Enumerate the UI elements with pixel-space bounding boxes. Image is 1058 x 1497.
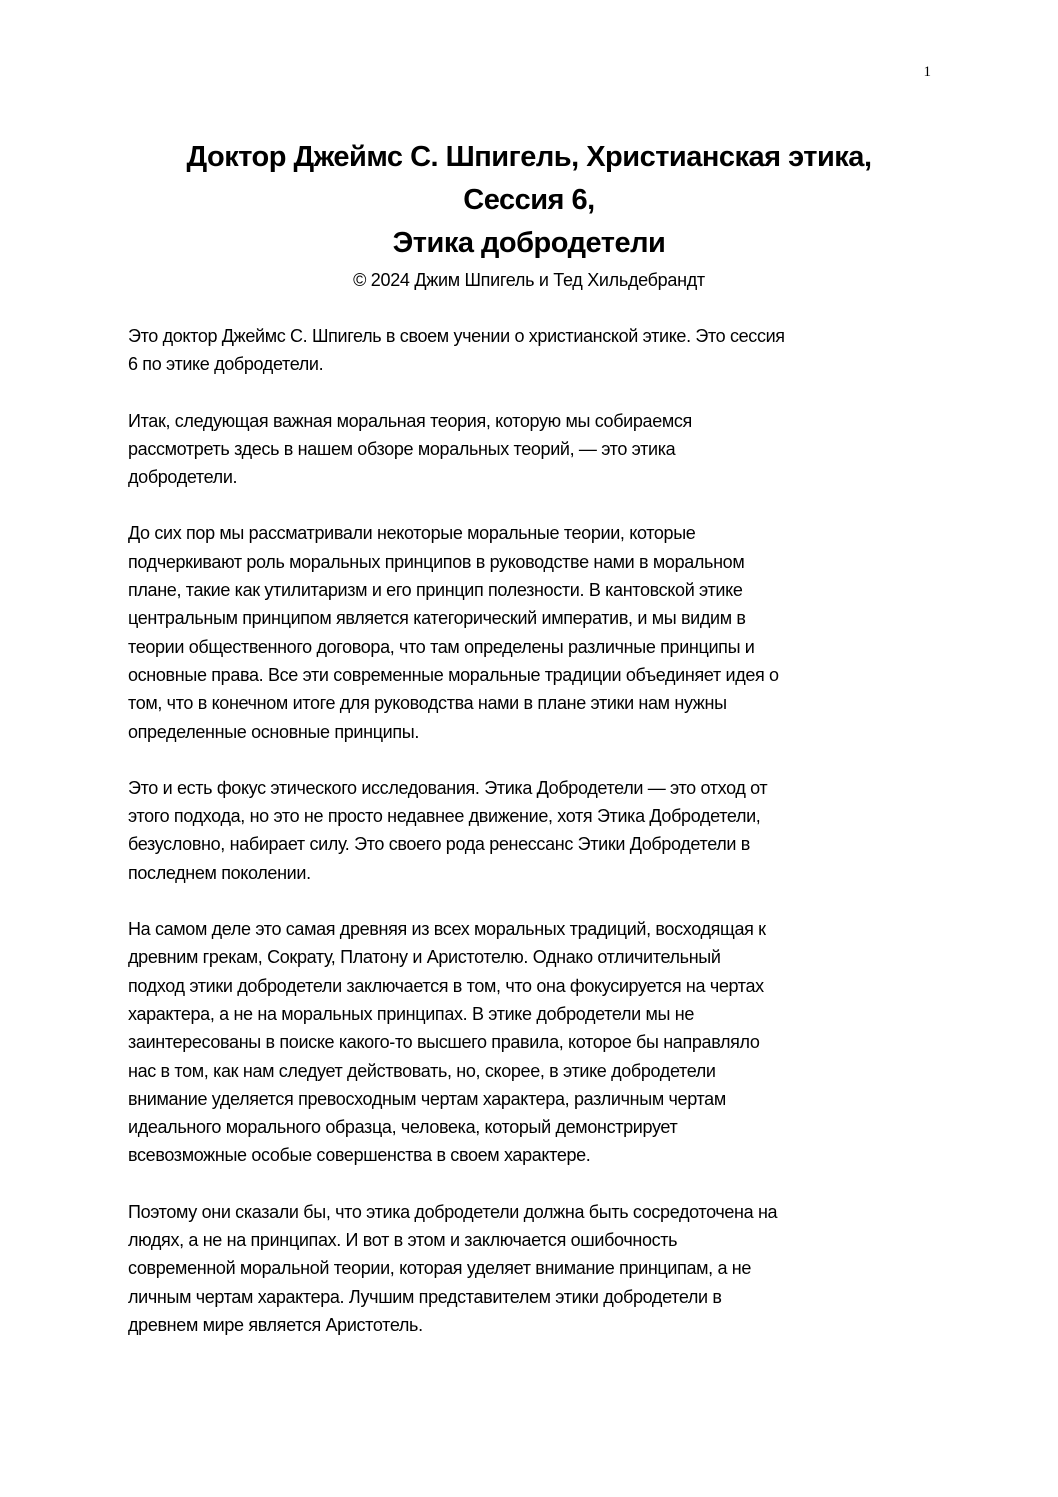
document-title-line-2: Сессия 6, <box>463 184 595 216</box>
text-line: плане, такие как утилитаризм и его принцип полезности. В кантовской этике <box>128 580 743 601</box>
text-line: внимание уделяется превосходным чертам характера, различным чертам <box>128 1088 726 1109</box>
text-line: рассмотреть здесь в нашем обзоре моральных теорий, — это этика <box>128 438 676 459</box>
paragraph-6 <box>128 1198 928 1339</box>
text-line: Это и есть фокус этического исследования. Этика Добродетели — это отход от <box>128 777 768 798</box>
paragraph-3 <box>128 519 928 745</box>
copyright-notice: © 2024 Джим Шпигель и Тед Хильдебрандт <box>353 270 705 290</box>
text-line: нас в том, как нам следует действовать, но, скорее, в этике добродетели <box>128 1060 716 1081</box>
paragraph-2 <box>128 407 928 492</box>
document-body <box>128 322 928 1367</box>
text-line: центральным принципом является категорический императив, и мы видим в <box>128 608 746 629</box>
text-line: последнем поколении. <box>128 862 311 883</box>
text-line: том, что в конечном итоге для руководства нами в плане этики нам нужны <box>128 693 727 714</box>
text-line: Это доктор Джеймс С. Шпигель в своем учении о христианской этике. Это сессия <box>128 326 785 346</box>
document-header <box>100 136 958 293</box>
text-line: всевозможные особые совершенства в своем характере. <box>128 1145 591 1166</box>
text-line: основные права. Все эти современные моральные традиции объединяет идея о <box>128 664 779 685</box>
paragraph-4 <box>128 774 928 887</box>
text-line: людях, а не на принципах. И вот в этом и заключается ошибочность <box>128 1230 678 1251</box>
text-line: 6 по этике добродетели. <box>128 354 324 375</box>
paragraph-5 <box>128 915 928 1170</box>
paragraph-1 <box>128 322 928 379</box>
text-line: добродетели. <box>128 467 238 488</box>
text-line: определенные основные принципы. <box>128 721 420 742</box>
text-line: Итак, следующая важная моральная теория, которую мы собираемся <box>128 410 692 431</box>
text-line: личным чертам характера. Лучшим представителем этики добродетели в <box>128 1286 722 1307</box>
page-number: 1 <box>923 64 931 80</box>
document-title-line-3: Этика добродетели <box>392 227 666 259</box>
document-title-line-1: Доктор Джеймс С. Шпигель, Христианская этика, <box>186 141 872 173</box>
text-line: подчеркивают роль моральных принципов в руководстве нами в моральном <box>128 551 745 572</box>
text-line: подход этики добродетели заключается в том, что она фокусируется на чертах <box>128 975 764 996</box>
text-line: Поэтому они сказали бы, что этика добродетели должна быть сосредоточена на <box>128 1201 778 1222</box>
text-line: характера, а не на моральных принципах. В этике добродетели мы не <box>128 1003 695 1024</box>
text-line: современной моральной теории, которая уделяет внимание принципам, а не <box>128 1258 752 1279</box>
text-line: древнем мире является Аристотель. <box>128 1314 423 1335</box>
text-line: древним грекам, Сократу, Платону и Аристотелю. Однако отличительный <box>128 947 721 968</box>
text-line: заинтересованы в поиске какого-то высшего правила, которое бы направляло <box>128 1032 760 1053</box>
text-line: теории общественного договора, что там определены различные принципы и <box>128 636 755 657</box>
text-line: безусловно, набирает силу. Это своего рода ренессанс Этики Добродетели в <box>128 834 750 855</box>
text-line: На самом деле это самая древняя из всех моральных традиций, восходящая к <box>128 919 766 940</box>
text-line: идеального морального образца, человека, который демонстрирует <box>128 1117 678 1138</box>
text-line: До сих пор мы рассматривали некоторые моральные теории, которые <box>128 523 696 544</box>
text-line: этого подхода, но это не просто недавнее движение, хотя Этика Добродетели, <box>128 806 761 827</box>
